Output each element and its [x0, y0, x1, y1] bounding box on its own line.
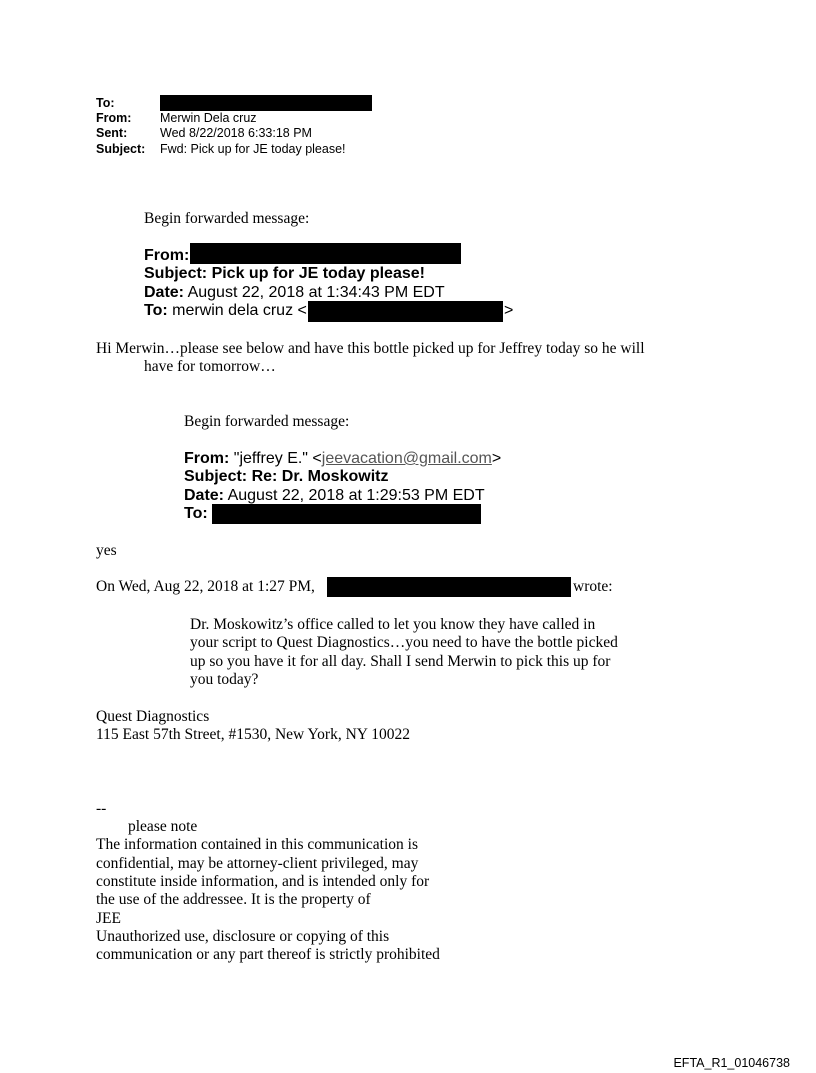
forward2-date	[184, 487, 485, 505]
message-line: have for tomorrow…	[144, 358, 276, 375]
subject-value: Fwd: Pick up for JE today please!	[160, 142, 346, 156]
disclaimer-line: communication or any part thereof is strictly prohibited	[96, 946, 440, 963]
redaction-bar	[327, 577, 571, 597]
disclaimer-line: Unauthorized use, disclosure or copying of this	[96, 928, 390, 945]
forward1-to-value: merwin dela cruz <	[172, 302, 307, 319]
signature-note: please note	[128, 818, 198, 835]
sent-label: Sent:	[96, 126, 128, 140]
forward-intro-1: Begin forwarded message:	[144, 210, 310, 227]
signature-dashes: --	[96, 800, 107, 817]
quoted-line: your script to Quest Diagnostics…you need to have the bottle picked	[190, 634, 618, 651]
forward2-from-suffix: >	[491, 450, 502, 467]
redaction-bar	[190, 243, 461, 264]
forward2-from	[184, 450, 501, 468]
forward2-from-label: From:	[184, 450, 230, 467]
quoted-line: up so you have it for all day. Shall I send Merwin to pick this up for	[190, 653, 611, 670]
forward2-to-label: To:	[184, 505, 208, 522]
disclaimer-line: confidential, may be attorney-client privileged, may	[96, 855, 419, 872]
redaction-bar	[160, 95, 372, 111]
reply-text: yes	[96, 542, 117, 559]
sent-value: Wed 8/22/2018 6:33:18 PM	[160, 126, 312, 140]
forward1-subject: Subject: Pick up for JE today please!	[144, 265, 425, 282]
forward1-from-label: From:	[144, 247, 190, 264]
message-line: Hi Merwin…please see below and have this bottle picked up for Jeffrey today so he will	[96, 340, 645, 357]
forward1-to	[144, 302, 307, 320]
forward2-subject: Subject: Re: Dr. Moskowitz	[184, 468, 389, 485]
subject-label: Subject:	[96, 142, 146, 156]
disclaimer-line: JEE	[96, 910, 121, 927]
forward2-date-label: Date:	[184, 487, 225, 504]
redaction-bar	[308, 301, 503, 322]
document-id: EFTA_R1_01046738	[673, 1056, 790, 1070]
forward1-to-suffix: >	[504, 302, 514, 319]
quote-suffix: wrote:	[573, 578, 613, 595]
from-value: Merwin Dela cruz	[160, 111, 257, 125]
forward-intro-2: Begin forwarded message:	[184, 413, 350, 430]
forward1-date-label: Date:	[144, 284, 185, 301]
to-label: To:	[96, 96, 115, 110]
from-label: From:	[96, 111, 132, 125]
address-line: Quest Diagnostics	[96, 708, 210, 725]
address-line: 115 East 57th Street, #1530, New York, NY 10022	[96, 726, 411, 743]
redaction-bar	[212, 504, 481, 524]
forward2-date-value: August 22, 2018 at 1:29:53 PM EDT	[227, 487, 485, 504]
forward1-date	[144, 284, 445, 302]
forward1-date-value: August 22, 2018 at 1:34:43 PM EDT	[187, 284, 445, 301]
disclaimer-line: the use of the addressee. It is the property of	[96, 891, 371, 908]
disclaimer-line: constitute inside information, and is intended only for	[96, 873, 430, 890]
quoted-line: you today?	[190, 671, 259, 688]
quote-prefix: On Wed, Aug 22, 2018 at 1:27 PM,	[96, 578, 315, 595]
disclaimer-line: The information contained in this communication is	[96, 836, 418, 853]
forward1-to-label: To:	[144, 302, 168, 319]
email-link[interactable]: jeevacation@gmail.com	[321, 450, 492, 467]
quoted-line: Dr. Moskowitz’s office called to let you know they have called in	[190, 616, 596, 633]
forward2-from-name: "jeffrey E." <	[233, 450, 322, 467]
